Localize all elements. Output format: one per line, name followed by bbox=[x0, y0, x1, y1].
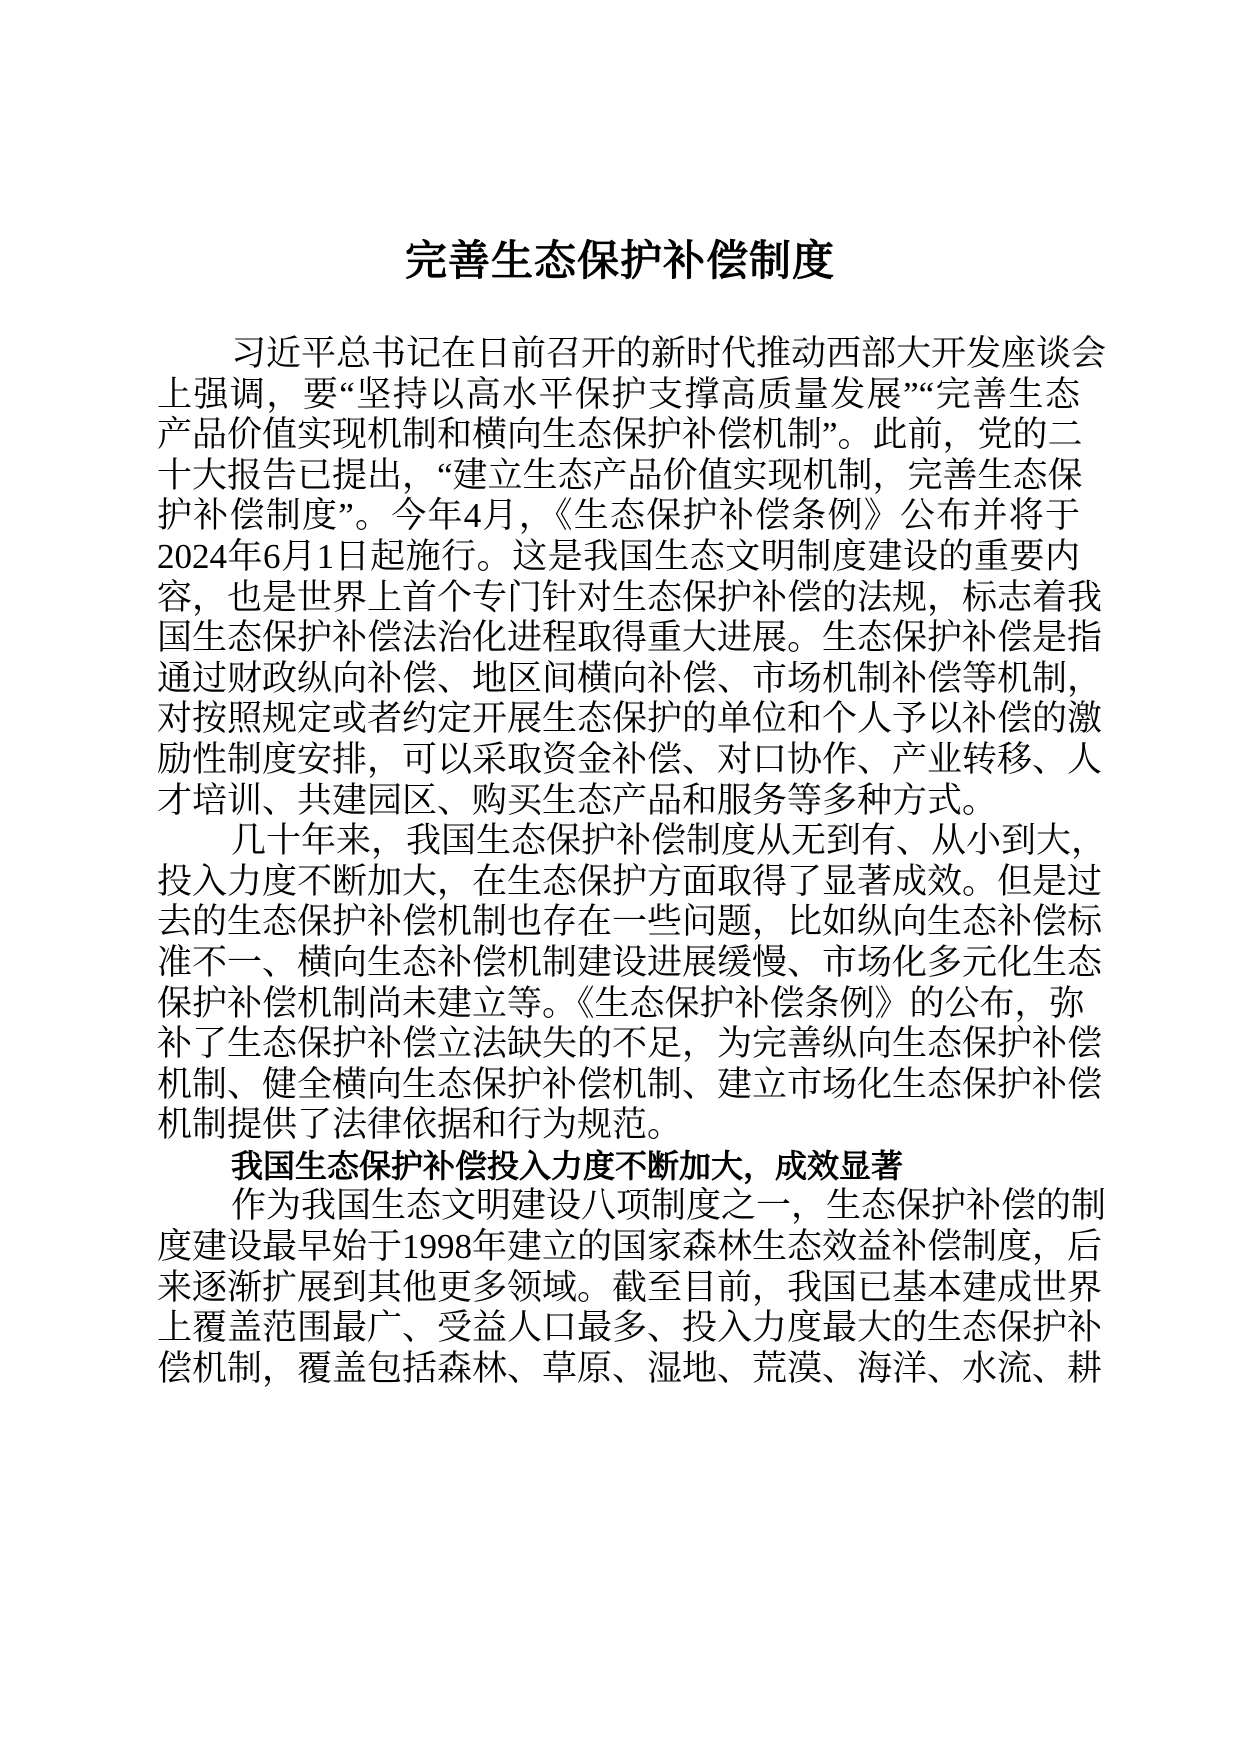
paragraph-line: 保护补偿机制尚未建立等。《生态保护补偿条例》的公布，弥 bbox=[157, 983, 1085, 1023]
paragraph-line: 几十年来，我国生态保护补偿制度从无到有、从小到大， bbox=[231, 821, 1107, 861]
paragraph-line: 补了生态保护补偿立法缺失的不足，为完善纵向生态保护补偿 bbox=[157, 1024, 1103, 1064]
paragraph-line: 国生态保护补偿法治化进程取得重大进展。生态保护补偿是指 bbox=[157, 618, 1103, 658]
paragraph-line: 容，也是世界上首个专门针对生态保护补偿的法规，标志着我 bbox=[157, 577, 1103, 617]
section-heading: 我国生态保护补偿投入力度不断加大，成效显著 bbox=[231, 1146, 904, 1185]
paragraph-line: 上覆盖范围最广、受益人口最多、投入力度最大的生态保护补 bbox=[157, 1308, 1103, 1348]
paragraph-line: 习近平总书记在日前召开的新时代推动西部大开发座谈会 bbox=[231, 334, 1107, 373]
paragraph-line: 护补偿制度”。今年4月，《生态保护补偿条例》公布并将于 bbox=[157, 496, 1080, 536]
paragraph-line: 励性制度安排，可以采取资金补偿、对口协作、产业转移、人 bbox=[157, 739, 1103, 779]
document-title: 完善生态保护补偿制度 bbox=[404, 236, 835, 285]
paragraph-line: 上强调，要“坚持以高水平保护支撑高质量发展”“完善生态 bbox=[157, 374, 1080, 414]
paragraph-line: 去的生态保护补偿机制也存在一些问题，比如纵向生态补偿标 bbox=[157, 902, 1103, 942]
paragraph-line: 偿机制，覆盖包括森林、草原、湿地、荒漠、海洋、水流、耕 bbox=[157, 1348, 1103, 1388]
paragraph-line: 2024年6月1日起施行。这是我国生态文明制度建设的重要内 bbox=[157, 536, 1080, 576]
paragraph-line: 来逐渐扩展到其他更多领域。截至目前，我国已基本建成世界 bbox=[157, 1267, 1103, 1307]
paragraph-line: 对按照规定或者约定开展生态保护的单位和个人予以补偿的激 bbox=[157, 699, 1103, 739]
paragraph-line: 产品价值实现机制和横向生态保护补偿机制”。此前，党的二 bbox=[157, 415, 1083, 455]
paragraph-line: 度建设最早始于1998年建立的国家森林生态效益补偿制度，后 bbox=[157, 1227, 1103, 1267]
paragraph-line: 作为我国生态文明建设八项制度之一，生态保护补偿的制 bbox=[231, 1186, 1107, 1226]
paragraph-line: 机制提供了法律依据和行为规范。 bbox=[157, 1105, 683, 1145]
paragraph-line: 准不一、横向生态补偿机制建设进展缓慢、市场化多元化生态 bbox=[157, 942, 1103, 982]
paragraph-line: 机制、健全横向生态保护补偿机制、建立市场化生态保护补偿 bbox=[157, 1064, 1103, 1104]
paragraph-line: 投入力度不断加大，在生态保护方面取得了显著成效。但是过 bbox=[157, 861, 1103, 901]
paragraph-line: 十大报告已提出，“建立生态产品价值实现机制，完善生态保 bbox=[157, 455, 1083, 495]
paragraph-line: 通过财政纵向补偿、地区间横向补偿、市场机制补偿等机制， bbox=[157, 658, 1103, 698]
document-body bbox=[157, 334, 1107, 1389]
paragraph-line: 才培训、共建园区、购买生态产品和服务等多种方式。 bbox=[157, 780, 998, 820]
